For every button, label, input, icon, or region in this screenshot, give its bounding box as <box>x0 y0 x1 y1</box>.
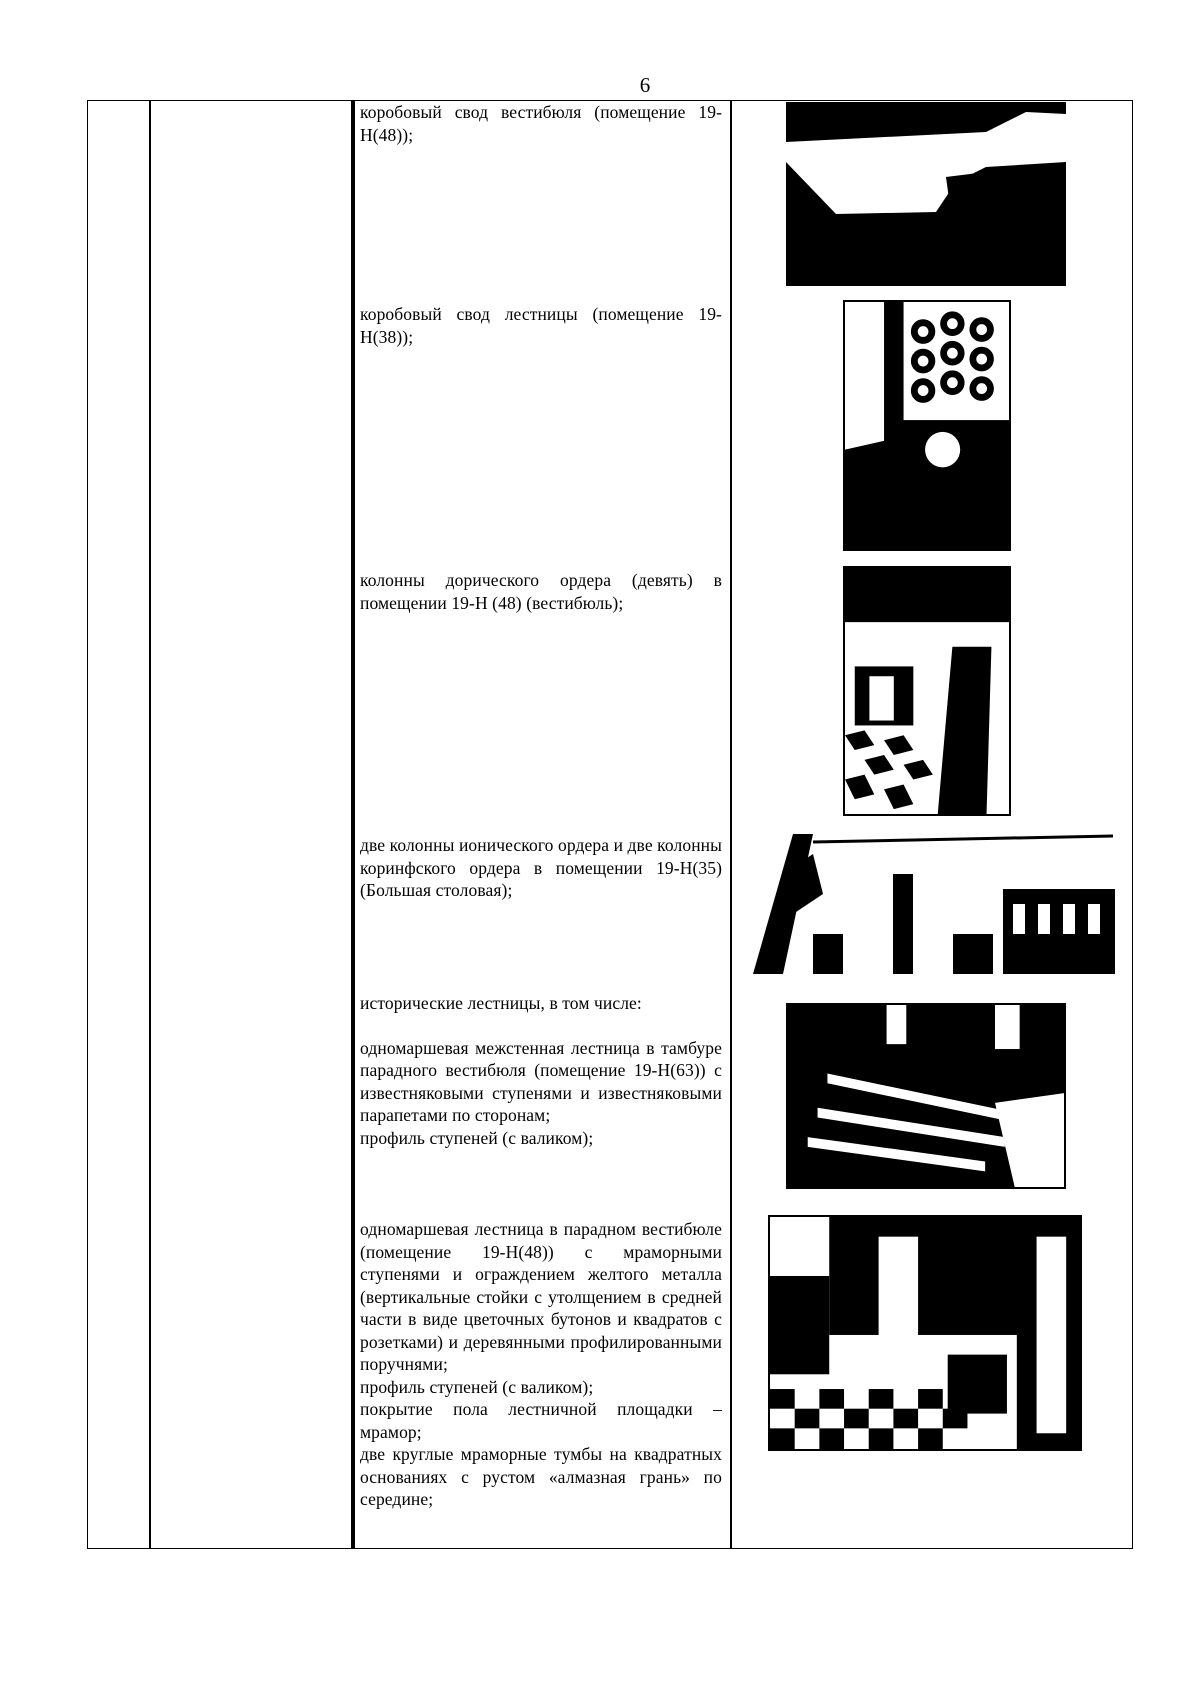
entry-text: две колонны ионического ордера и две колонны коринфского ордера в помещении 19-Н(35) (Большая столовая); <box>360 835 722 900</box>
photo-vestibule-vault <box>786 102 1066 286</box>
entry-text: две круглые мраморные тумбы на квадратных основаниях с рустом «алмазная грань» по середине; <box>360 1444 722 1509</box>
column-divider-3 <box>353 101 355 1548</box>
entry-historic-stairs <box>360 992 722 1149</box>
entry-doric-columns <box>360 569 722 614</box>
entry-text: коробовый свод вестибюля (помещение 19-Н(48)); <box>360 102 722 145</box>
photo-dining-hall <box>753 834 1115 974</box>
entry-text: исторические лестницы, в том числе: <box>360 993 642 1013</box>
column-divider-4 <box>730 101 732 1548</box>
entry-text: покрытие пола лестничной площадки – мрамор; <box>360 1399 722 1442</box>
entry-vestibule-vault <box>360 101 722 146</box>
entry-ionic-corinthian-columns <box>360 834 722 902</box>
entry-main-stair <box>360 1218 722 1511</box>
photo-vestibule-stairs <box>786 1003 1066 1189</box>
entry-text: одномаршевая лестница в парадном вестибюле (помещение 19-Н(48)) с мраморными ступенями и ограждением желтого металла (вертикальные стойки с утолщением в средней части в виде цветочных бутонов и квадратов с розетками) и деревянными профилированными поручнями; <box>360 1219 722 1374</box>
entry-text: одномаршевая межстенная лестница в тамбуре парадного вестибюля (помещение 19-Н(63)) с известняковыми ступенями и известняковыми парапетами по сторонам; <box>360 1037 722 1125</box>
photo-staircase-vault <box>843 300 1011 551</box>
entry-text: профиль ступеней (с валиком); <box>360 1376 594 1397</box>
entry-staircase-vault <box>360 303 722 348</box>
column-divider-1 <box>149 101 151 1548</box>
entry-text: колонны дорического ордера (девять) в помещении 19-Н (48) (вестибюль); <box>360 570 722 613</box>
entry-text: профиль ступеней (с валиком); <box>360 1127 594 1148</box>
entry-text: коробовый свод лестницы (помещение 19-Н(38)); <box>360 304 722 347</box>
page-number: 6 <box>639 73 651 97</box>
photo-doric-columns <box>843 566 1011 816</box>
photo-main-stair <box>768 1215 1082 1451</box>
spacer <box>360 1015 722 1037</box>
